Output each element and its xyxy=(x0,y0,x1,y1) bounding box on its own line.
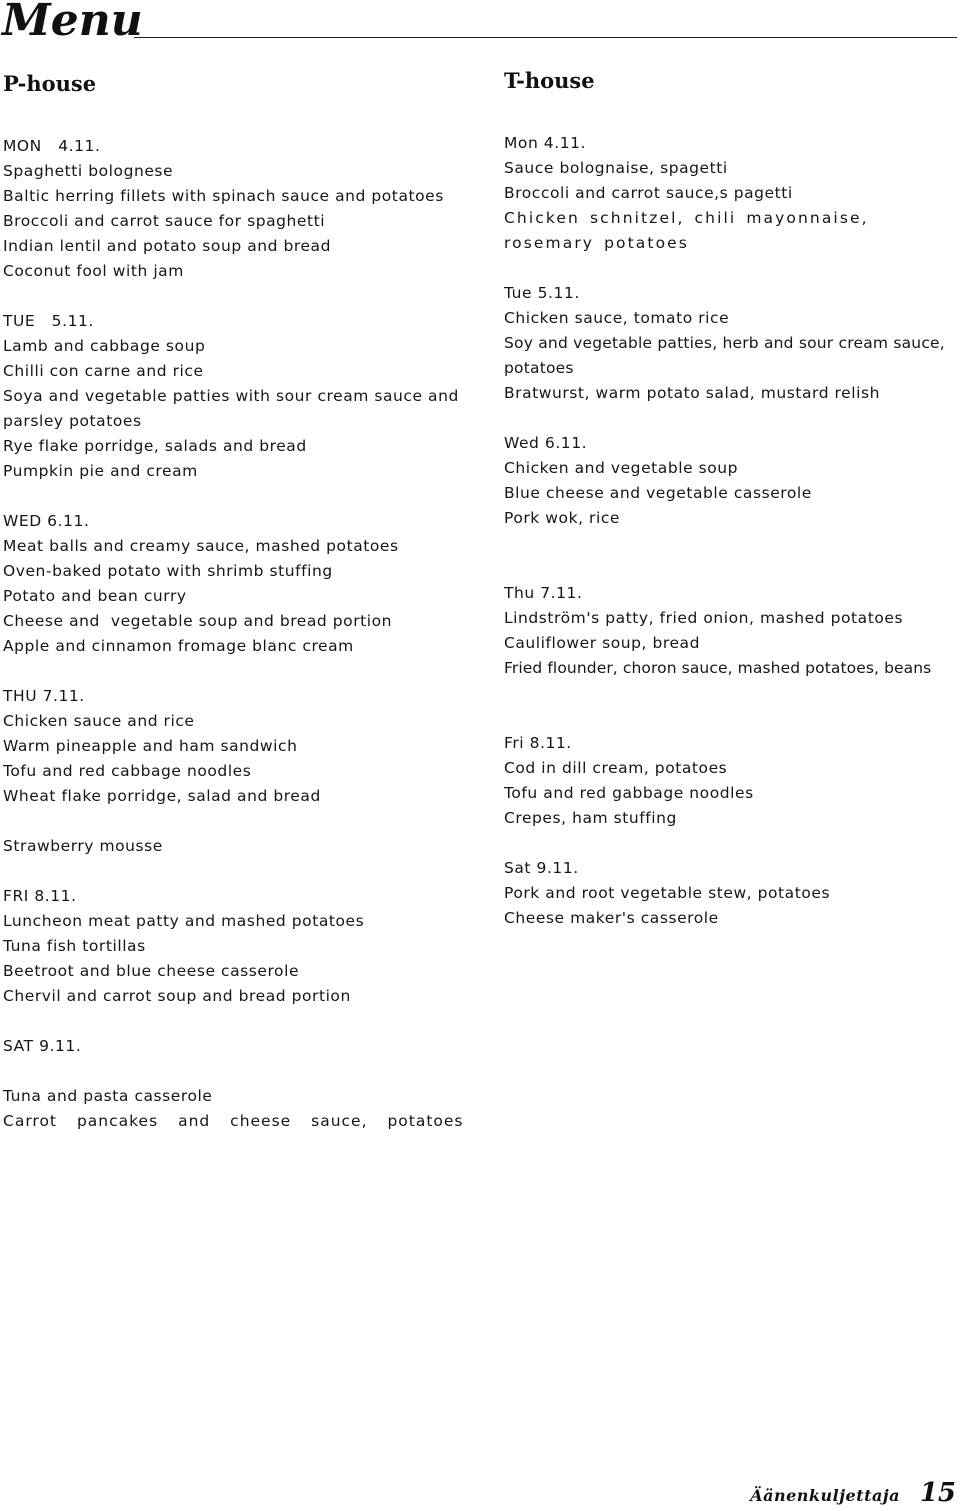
menu-item: Indian lentil and potato soup and bread xyxy=(3,237,331,255)
menu-item: Pumpkin pie and cream xyxy=(3,462,198,480)
menu-item: Tuna and pasta casserole xyxy=(3,1087,213,1105)
day-label: Tue 5.11. xyxy=(504,284,580,302)
day-label: Sat 9.11. xyxy=(504,859,579,877)
menu-item: Soy and vegetable patties, herb and sour cream sauce, potatoes xyxy=(504,334,945,377)
day-label: SAT 9.11. xyxy=(3,1037,82,1055)
page-title: Menu xyxy=(2,0,143,46)
menu-item: Baltic herring fillets with spinach sauce and potatoes xyxy=(3,187,444,205)
menu-item: Tuna fish tortillas xyxy=(3,937,146,955)
menu-item: Rye flake porridge, salads and bread xyxy=(3,437,307,455)
menu-item: Meat balls and creamy sauce, mashed potatoes xyxy=(3,537,399,555)
menu-item: Tofu and red gabbage noodles xyxy=(504,784,754,802)
menu-item: Blue cheese and vegetable casserole xyxy=(504,484,812,502)
menu-item: Cheese and vegetable soup and bread portion xyxy=(3,612,393,630)
menu-item: Potato and bean curry xyxy=(3,587,187,605)
day-label: FRI 8.11. xyxy=(3,887,77,905)
menu-item: Coconut fool with jam xyxy=(3,262,184,280)
menu-item: Soya and vegetable patties with sour cream sauce and parsley potatoes xyxy=(3,387,459,430)
menu-item: Chervil and carrot soup and bread portion xyxy=(3,987,351,1005)
menu-item: Crepes, ham stuffing xyxy=(504,809,677,827)
menu-item: Cod in dill cream, potatoes xyxy=(504,759,728,777)
menu-item: Pork and root vegetable stew, potatoes xyxy=(504,884,831,902)
day-label: Mon 4.11. xyxy=(504,134,586,152)
menu-item: Broccoli and carrot sauce,s pagetti xyxy=(504,184,793,202)
menu-item: Luncheon meat patty and mashed potatoes xyxy=(3,912,365,930)
p-house-heading: P-house xyxy=(3,71,97,96)
menu-item: Spaghetti bolognese xyxy=(3,162,174,180)
menu-item: Bratwurst, warm potato salad, mustard relish xyxy=(504,384,880,402)
menu-item: Carrot pancakes and cheese sauce, potatoes xyxy=(3,1112,464,1130)
publication-name: Äänenkuljettaja xyxy=(750,1486,900,1505)
menu-item: Lindström's patty, fried onion, mashed potatoes xyxy=(504,609,904,627)
menu-item: Beetroot and blue cheese casserole xyxy=(3,962,300,980)
menu-item: Sauce bolognaise, spagetti xyxy=(504,159,728,177)
day-label: Wed 6.11. xyxy=(504,434,588,452)
menu-item: Pork wok, rice xyxy=(504,509,620,527)
menu-item: Chicken sauce and rice xyxy=(3,712,195,730)
menu-item: Cheese maker's casserole xyxy=(504,909,719,927)
page-number: 15 xyxy=(919,1478,956,1508)
day-label: Thu 7.11. xyxy=(504,584,583,602)
menu-item: Oven-baked potato with shrimb stuffing xyxy=(3,562,333,580)
t-house-menu xyxy=(504,131,960,931)
t-house-heading: T-house xyxy=(504,68,595,93)
day-label: MON 4.11. xyxy=(3,137,101,155)
menu-item: Strawberry mousse xyxy=(3,837,163,855)
menu-item: Fried flounder, choron sauce, mashed potatoes, beans xyxy=(504,659,932,677)
menu-item: Warm pineapple and ham sandwich xyxy=(3,737,298,755)
menu-item: Chicken sauce, tomato rice xyxy=(504,309,730,327)
p-house-menu xyxy=(3,134,493,1134)
menu-item: Lamb and cabbage soup xyxy=(3,337,206,355)
menu-item: Chilli con carne and rice xyxy=(3,362,204,380)
day-label: THU 7.11. xyxy=(3,687,85,705)
day-label: WED 6.11. xyxy=(3,512,90,530)
menu-item: Apple and cinnamon fromage blanc cream xyxy=(3,637,354,655)
menu-item: Wheat flake porridge, salad and bread xyxy=(3,787,321,805)
title-rule xyxy=(134,37,957,38)
menu-item: Cauliflower soup, bread xyxy=(504,634,700,652)
menu-item: Broccoli and carrot sauce for spaghetti xyxy=(3,212,326,230)
menu-item: Chicken and vegetable soup xyxy=(504,459,739,477)
day-label: TUE 5.11. xyxy=(3,312,94,330)
menu-item: Tofu and red cabbage noodles xyxy=(3,762,252,780)
day-label: Fri 8.11. xyxy=(504,734,572,752)
menu-item: Chicken schnitzel, chili mayonnaise, rosemary potatoes xyxy=(504,209,869,252)
